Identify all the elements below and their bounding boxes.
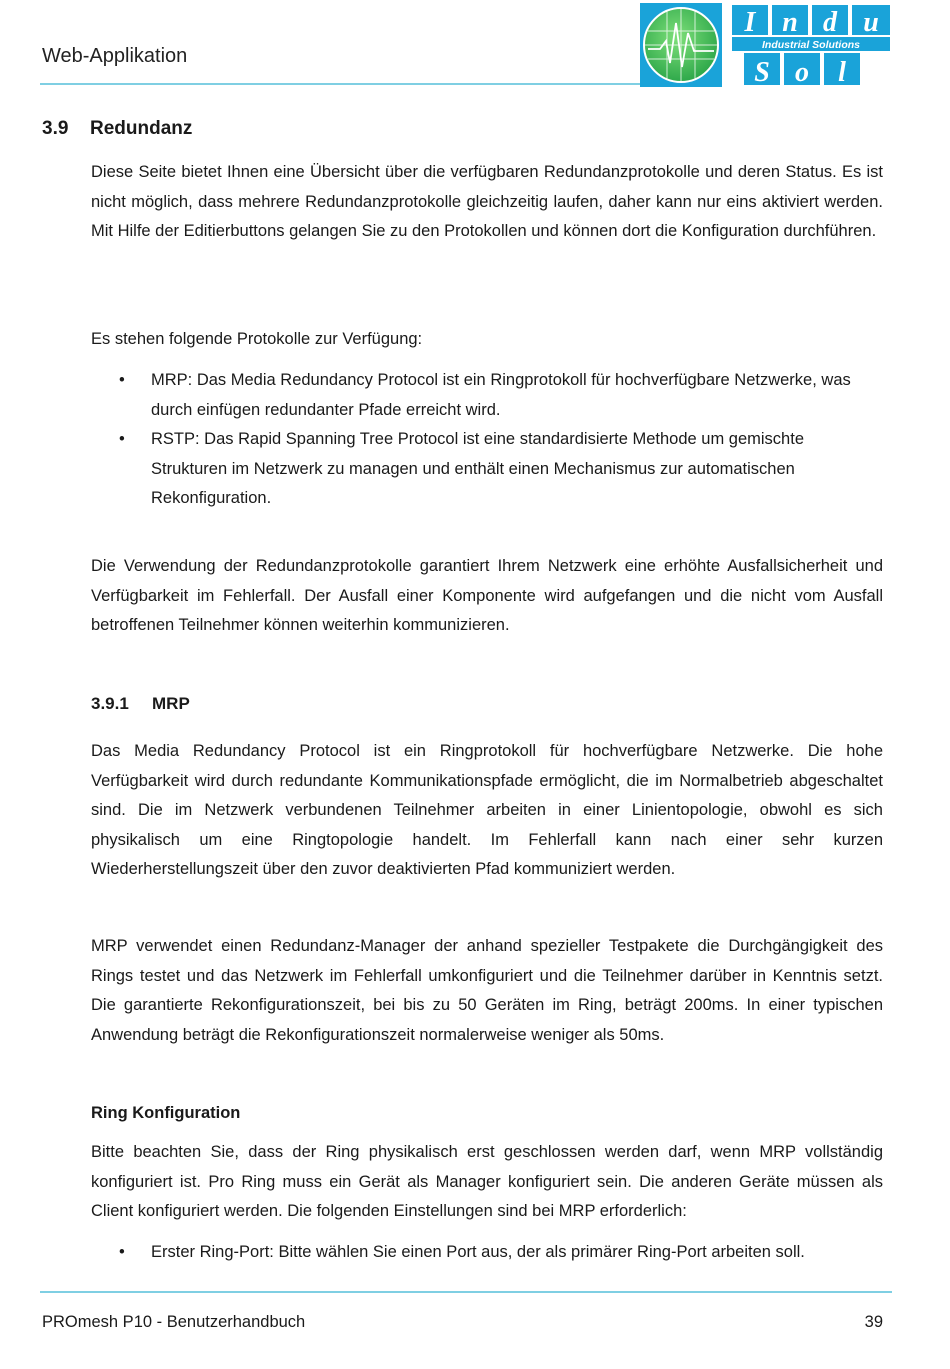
list-item: • Erster Ring-Port: Bitte wählen Sie einen Port aus, der als primärer Ring-Port arbeiten soll. [91, 1238, 883, 1268]
svg-text:I: I [744, 7, 756, 38]
mrp-paragraph-2: MRP verwendet einen Redundanz-Manager der anhand spezieller Testpakete die Durchgängigkeit des Rings testet und das Netzwerk im Fehlerfall umkonfiguriert und die Teilnehmer darüber in Kenntnis setzt. Die garantierte Rekonfigurationszeit, bei bis zu 50 Geräten im Ring, beträgt 200ms. In einer typischen Anwendung beträgt die Rekonfigurationszeit normalerweise weniger als 50ms. [91, 937, 883, 1044]
ring-settings-list [91, 1238, 883, 1268]
svg-text:l: l [838, 57, 846, 87]
mrp-block-2 [91, 932, 883, 1050]
footer-manual-title: PROmesh P10 - Benutzerhandbuch [42, 1313, 306, 1331]
bullet-icon: • [119, 430, 125, 448]
closing-paragraph: Die Verwendung der Redundanzprotokolle garantiert Ihrem Netzwerk eine erhöhte Ausfallsicherheit und Verfügbarkeit im Fehlerfall. Der Ausfall einer Komponente wird aufgefangen und die nicht vom Ausfall betroffenen Teilnehmer können weiterhin kommunizieren. [91, 557, 883, 634]
closing-block [91, 552, 883, 641]
section-number: 3.9 [42, 118, 69, 139]
svg-text:u: u [863, 7, 879, 38]
list-item: • RSTP: Das Rapid Spanning Tree Protocol ist eine standardisierte Methode um gemischte Strukturen im Netzwerk zu managen und enthält einen Mechanismus zur automatischen Rekonfiguration. [91, 425, 883, 514]
svg-text:d: d [823, 7, 837, 38]
protocols-lead: Es stehen folgende Protokolle zur Verfügung: [91, 330, 423, 348]
ring-list-block [91, 1238, 883, 1268]
ring-heading: Ring Konfiguration [91, 1104, 241, 1122]
svg-text:Industrial Solutions: Industrial Solutions [761, 39, 861, 51]
svg-text:n: n [782, 7, 798, 38]
bullet-icon: • [119, 1243, 125, 1261]
intro-block [91, 158, 883, 247]
ring-paragraph: Bitte beachten Sie, dass der Ring physikalisch erst geschlossen werden darf, wenn MRP vollständig konfiguriert ist. Pro Ring muss ein Gerät als Manager konfiguriert sein. Die anderen Geräte müssen als Client konfiguriert werden. Die folgenden Einstellungen sind bei MRP erforderlich: [91, 1143, 883, 1220]
svg-text:o: o [795, 57, 809, 87]
protocols-list-block [91, 366, 883, 514]
mrp-paragraph-1: Das Media Redundancy Protocol ist ein Ringprotokoll für hochverfügbare Netzwerke. Die hohe Verfügbarkeit wird durch redundante Kommunikationspfade ermöglicht, die im Normalbetrieb abgeschaltet sind. Die im Netzwerk verbundenen Teilnehmer arbeiten in einer Linientopologie, obwohl es sich physikalisch um eine Ringtopologie handelt. Im Fehlerfall kann nach einer sehr kurzen Wiederherstellungszeit über den zuvor deaktivierten Pfad kommuniziert werden. [91, 742, 883, 878]
header-title: Web-Applikation [42, 45, 188, 67]
protocols-block [91, 325, 883, 355]
header-divider [40, 83, 640, 85]
protocol-list [91, 366, 883, 514]
subsection-heading [91, 694, 190, 714]
subsection-title: MRP [152, 694, 190, 713]
bullet-icon: • [119, 371, 125, 389]
footer-divider [40, 1291, 892, 1293]
page-number: 39 [864, 1313, 883, 1331]
indu-sol-logo [640, 3, 892, 87]
ring-block [91, 1138, 883, 1227]
list-item: • MRP: Das Media Redundancy Protocol ist ein Ringprotokoll für hochverfügbare Netzwerke, was durch einfügen redundanter Pfade erreicht wird. [91, 366, 883, 425]
svg-text:S: S [754, 57, 770, 87]
intro-paragraph: Diese Seite bietet Ihnen eine Übersicht über die verfügbaren Redundanzprotokolle und deren Status. Es ist nicht möglich, dass mehrere Redundanzprotokolle gleichzeitig laufen, daher kann nur eins aktiviert werden. Mit Hilfe der Editierbuttons gelangen Sie zu den Protokollen und können dort die Konfiguration durchführen. [91, 163, 883, 240]
mrp-block-1 [91, 737, 883, 885]
section-heading [42, 118, 192, 140]
section-title: Redundanz [90, 118, 193, 139]
subsection-number: 3.9.1 [91, 694, 129, 713]
